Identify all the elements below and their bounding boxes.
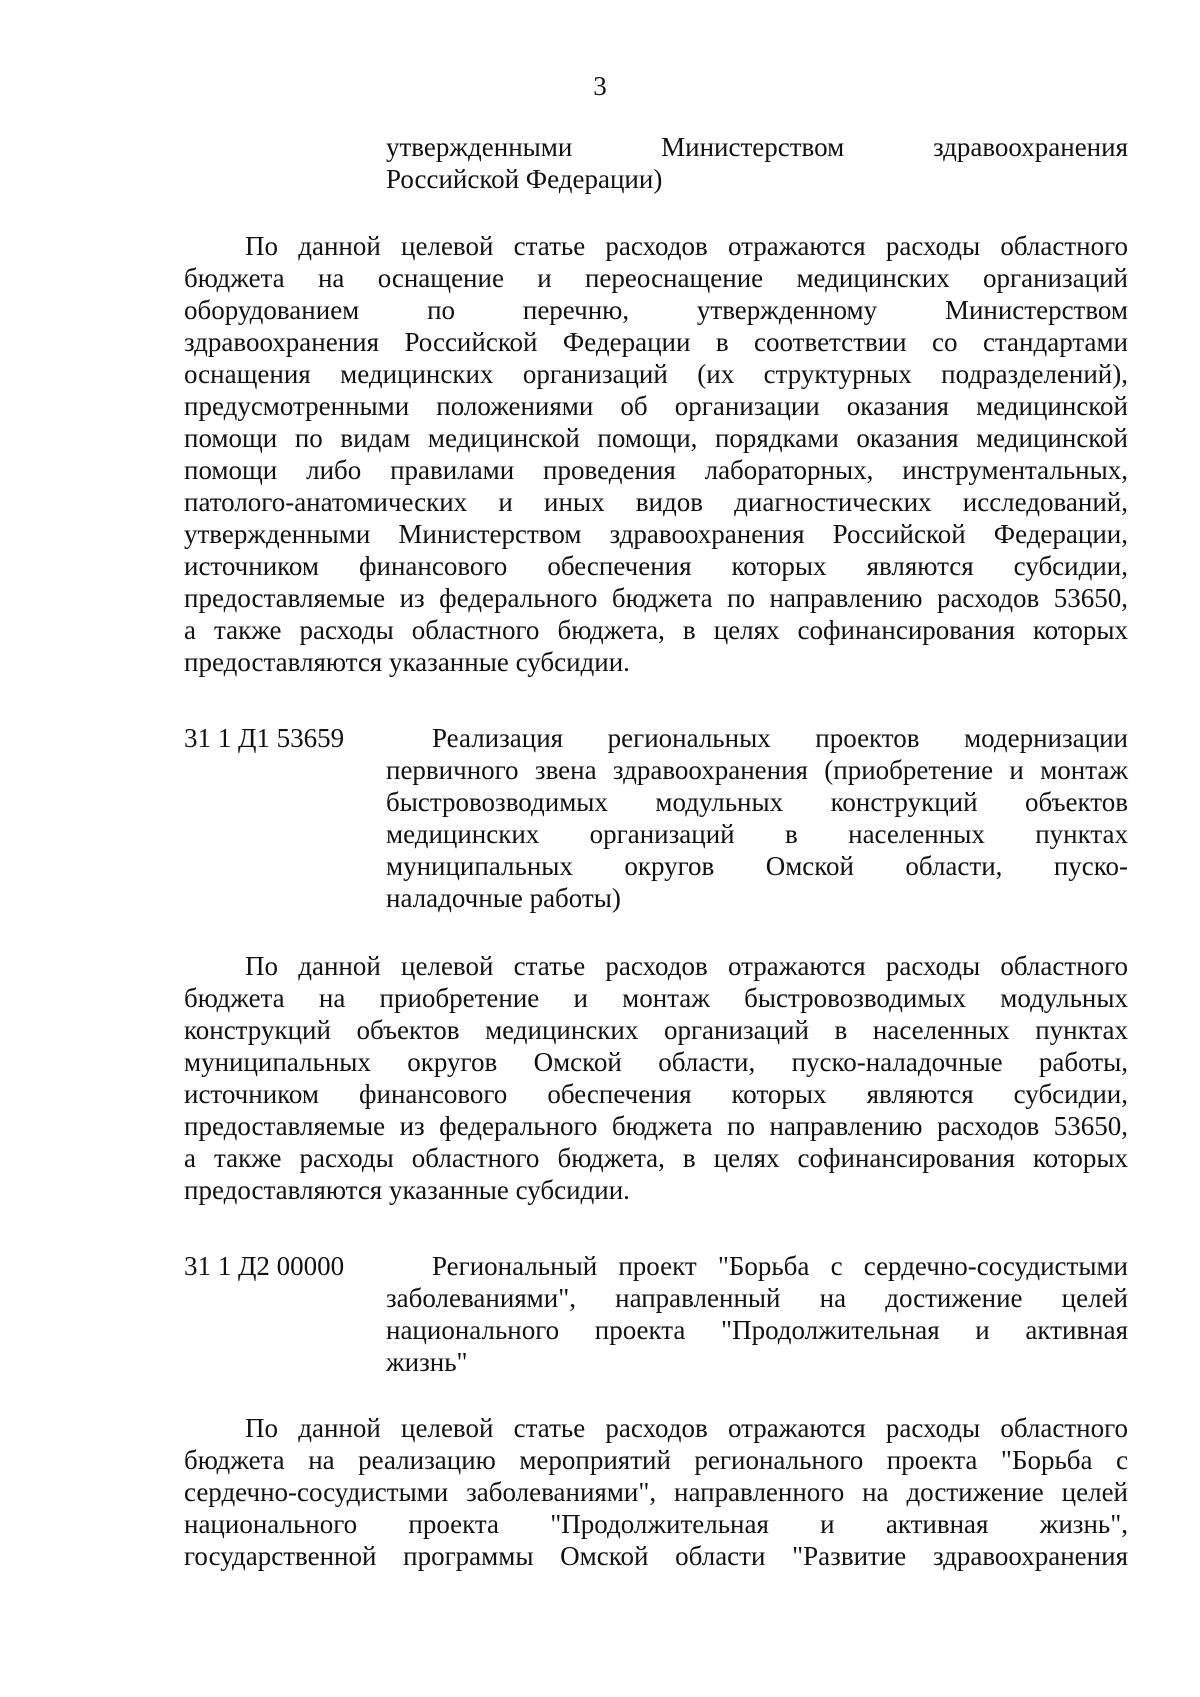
paragraph-line: По данной целевой статье расходов отражаются расходы областного [245, 951, 1128, 981]
paragraph-line: источником финансового обеспечения которых являются субсидии, [184, 1079, 1128, 1109]
section-title-line: наладочные работы) [386, 883, 621, 913]
paragraph-line: а также расходы областного бюджета, в целях софинансирования которых [184, 1143, 1128, 1173]
section-title-line: первичного звена здравоохранения (приобретение и монтаж [386, 755, 1128, 785]
paragraph-line: муниципальных округов Омской области, пуско-наладочные работы, [184, 1047, 1128, 1077]
paragraph-line: оснащения медицинских организаций (их структурных подразделений), [184, 359, 1128, 389]
section-title-line: Реализация региональных проектов модернизации [432, 723, 1128, 753]
paragraph-line: По данной целевой статье расходов отражаются расходы областного [245, 1413, 1128, 1443]
paragraph-line: патолого-анатомических и иных видов диагностических исследований, [184, 487, 1128, 517]
paragraph-line: бюджета на реализацию мероприятий регионального проекта "Борьба с [184, 1445, 1128, 1475]
paragraph-line: оборудованием по перечню, утвержденному Министерством [184, 295, 1128, 325]
paragraph-line: источником финансового обеспечения которых являются субсидии, [184, 551, 1128, 581]
section-title-line: быстровозводимых модульных конструкций объектов [386, 787, 1128, 817]
paragraph-line: национального проекта "Продолжительная и активная жизнь", [184, 1509, 1128, 1539]
paragraph-line: По данной целевой статье расходов отражаются расходы областного [245, 231, 1128, 261]
paragraph-line: здравоохранения Российской Федерации в соответствии со стандартами [184, 327, 1128, 357]
section-title-line: медицинских организаций в населенных пунктах [386, 819, 1128, 849]
paragraph-line: утвержденными Министерством здравоохранения Российской Федерации, [184, 519, 1128, 549]
paragraph-line: предоставляемые из федерального бюджета по направлению расходов 53650, [184, 583, 1128, 613]
heading-line: утвержденными Министерством здравоохранения [386, 132, 1128, 162]
paragraph-line: бюджета на приобретение и монтаж быстровозводимых модульных [184, 983, 1128, 1013]
paragraph-line: предусмотренными положениями об организации оказания медицинской [184, 391, 1128, 421]
section-title-line: заболеваниями", направленный на достижение целей [386, 1283, 1128, 1313]
budget-code: 31 1 Д1 53659 [184, 723, 345, 753]
paragraph-line: помощи либо правилами проведения лабораторных, инструментальных, [184, 455, 1128, 485]
heading-line: Российской Федерации) [386, 164, 663, 194]
paragraph-line: помощи по видам медицинской помощи, порядками оказания медицинской [184, 423, 1128, 453]
section-title-line: национального проекта "Продолжительная и активная [386, 1315, 1128, 1345]
budget-code: 31 1 Д2 00000 [184, 1251, 345, 1281]
page-number: 3 [593, 71, 607, 101]
paragraph-line: предоставляемые из федерального бюджета по направлению расходов 53650, [184, 1111, 1128, 1141]
paragraph-line: конструкций объектов медицинских организаций в населенных пунктах [184, 1015, 1128, 1045]
section-title-line: муниципальных округов Омской области, пуско- [386, 851, 1128, 881]
paragraph-line: предоставляются указанные субсидии. [184, 1175, 630, 1205]
paragraph-line: бюджета на оснащение и переоснащение медицинских организаций [184, 263, 1128, 293]
paragraph-line: государственной программы Омской области "Развитие здравоохранения [184, 1541, 1128, 1571]
section-title-line: Региональный проект "Борьба с сердечно-сосудистыми [432, 1251, 1128, 1281]
paragraph-line: а также расходы областного бюджета, в целях софинансирования которых [184, 615, 1128, 645]
section-title-line: жизнь" [386, 1347, 468, 1377]
paragraph-line: предоставляются указанные субсидии. [184, 647, 630, 677]
paragraph-line: сердечно-сосудистыми заболеваниями", направленного на достижение целей [184, 1477, 1128, 1507]
